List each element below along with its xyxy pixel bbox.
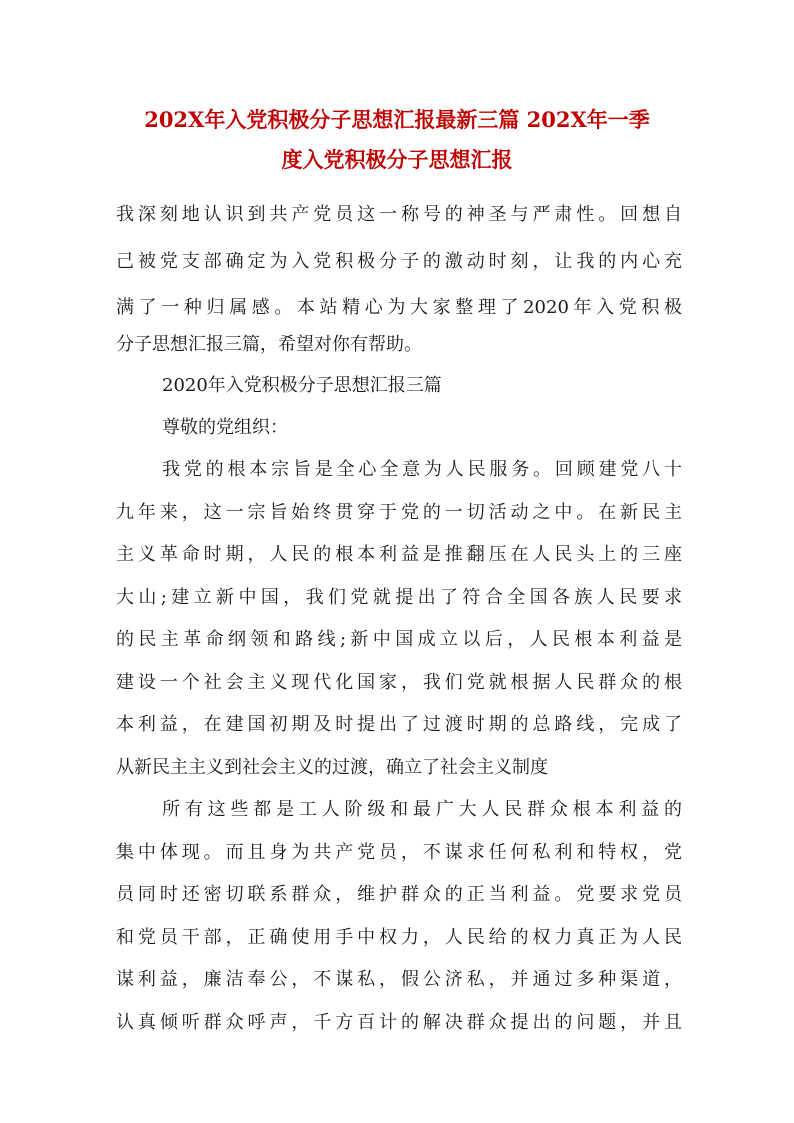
body-line: 九年来，这一宗旨始终贯穿于党的一切活动之中。在新民主 <box>116 502 682 523</box>
body-line: 我党的根本宗旨是全心全意为人民服务。回顾建党八十 <box>162 459 682 480</box>
body-line: 从新民主主义到社会主义的过渡，确立了社会主义制度 <box>116 757 548 778</box>
body-line: 认真倾听群众呼声，千方百计的解决群众提出的问题，并且 <box>116 1012 682 1033</box>
body-line: 主义革命时期，人民的根本利益是推翻压在人民头上的三座 <box>116 544 682 565</box>
section-heading: 2020年入党积极分子思想汇报三篇 <box>162 375 442 396</box>
document-title-line-1: 202X年入党积极分子思想汇报最新三篇 202X年一季 <box>144 107 650 132</box>
body-line: 谋利益，廉洁奉公，不谋私，假公济私，并通过多种渠道， <box>116 969 682 990</box>
body-line: 员同时还密切联系群众，维护群众的正当利益。党要求党员 <box>116 884 682 905</box>
body-line: 所有这些都是工人阶级和最广大人民群众根本利益的 <box>162 799 682 820</box>
body-line: 集中体现。而且身为共产党员，不谋求任何私利和特权，党 <box>116 842 682 863</box>
salutation: 尊敬的党组织： <box>162 417 288 438</box>
body-line: 的民主革命纲领和路线;新中国成立以后，人民根本利益是 <box>116 629 682 650</box>
body-line: 建设一个社会主义现代化国家，我们党就根据人民群众的根 <box>116 672 682 693</box>
body-line: 本利益，在建国初期及时提出了过渡时期的总路线，完成了 <box>116 714 682 735</box>
body-line: 满了一种归属感。本站精心为大家整理了2020年入党积极 <box>116 297 682 318</box>
body-line: 分子思想汇报三篇，希望对你有帮助。 <box>116 334 422 355</box>
body-line: 己被党支部确定为入党积极分子的激动时刻，让我的内心充 <box>116 251 682 272</box>
body-line: 我深刻地认识到共产党员这一称号的神圣与严肃性。回想自 <box>116 204 682 225</box>
body-line: 和党员干部，正确使用手中权力，人民给的权力真正为人民 <box>116 927 682 948</box>
body-line: 大山;建立新中国，我们党就提出了符合全国各族人民要求 <box>116 587 682 608</box>
document-title-line-2: 度入党积极分子思想汇报 <box>281 147 513 172</box>
